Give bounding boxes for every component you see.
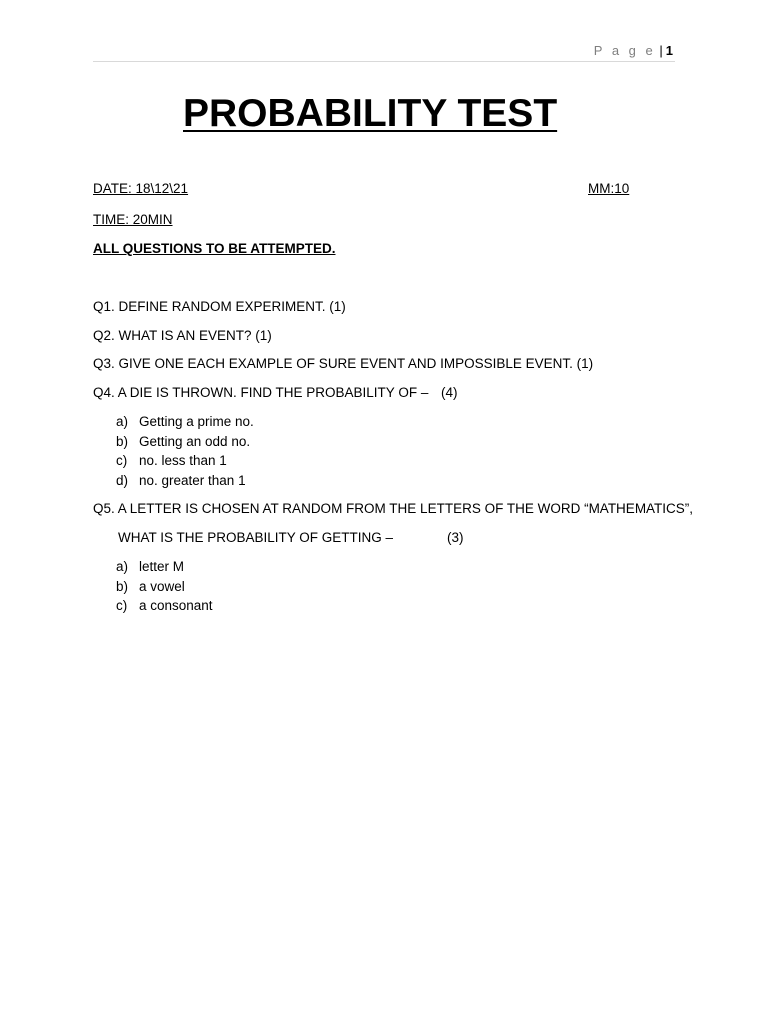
option-text: Getting a prime no. [139,414,254,429]
list-item [116,471,254,491]
list-item [116,577,213,597]
list-item [116,451,254,471]
option-label: c) [116,453,128,468]
list-item [116,412,254,432]
option-label: d) [116,472,129,488]
list-item [116,596,213,616]
question-4-marks: (4) [441,385,458,400]
page-header [93,40,675,62]
question-4: Q4. A DIE IS THROWN. FIND THE PROBABILITY OF – [93,385,429,400]
page-word: P a g e [593,43,656,58]
date-line: DATE: 18\12\21 [93,181,189,196]
list-item [116,432,254,452]
option-text: no. less than 1 [139,453,227,468]
option-text: no. greater than 1 [139,472,246,488]
time-line: TIME: 20MIN [93,212,173,227]
option-text: a consonant [139,598,213,613]
instruction-line: ALL QUESTIONS TO BE ATTEMPTED. [93,241,336,256]
page-number: 1 [665,43,673,58]
option-text: Getting an odd no. [139,433,251,449]
page-separator: | [659,43,663,58]
question-5-continuation: WHAT IS THE PROBABILITY OF GETTING – [118,530,394,545]
page-number-indicator [594,43,673,58]
question-2: Q2. WHAT IS AN EVENT? (1) [93,328,272,343]
question-5: Q5. A LETTER IS CHOSEN AT RANDOM FROM THE LETTERS OF THE WORD “MATHEMATICS”, [93,501,694,516]
page-title: PROBABILITY TEST [183,92,558,135]
option-text: a vowel [139,578,185,594]
question-3: Q3. GIVE ONE EACH EXAMPLE OF SURE EVENT AND IMPOSSIBLE EVENT. (1) [93,356,594,371]
option-label: b) [116,578,129,594]
option-label: a) [116,559,129,574]
question-1: Q1. DEFINE RANDOM EXPERIMENT. (1) [93,299,346,314]
question-5-options [116,557,213,616]
option-label: c) [116,598,128,613]
option-label: b) [116,433,129,449]
question-4-options [116,412,254,490]
max-marks: MM:10 [588,181,630,196]
question-5-marks: (3) [447,530,464,545]
list-item [116,557,213,577]
option-label: a) [116,414,129,429]
option-text: letter M [139,559,185,574]
